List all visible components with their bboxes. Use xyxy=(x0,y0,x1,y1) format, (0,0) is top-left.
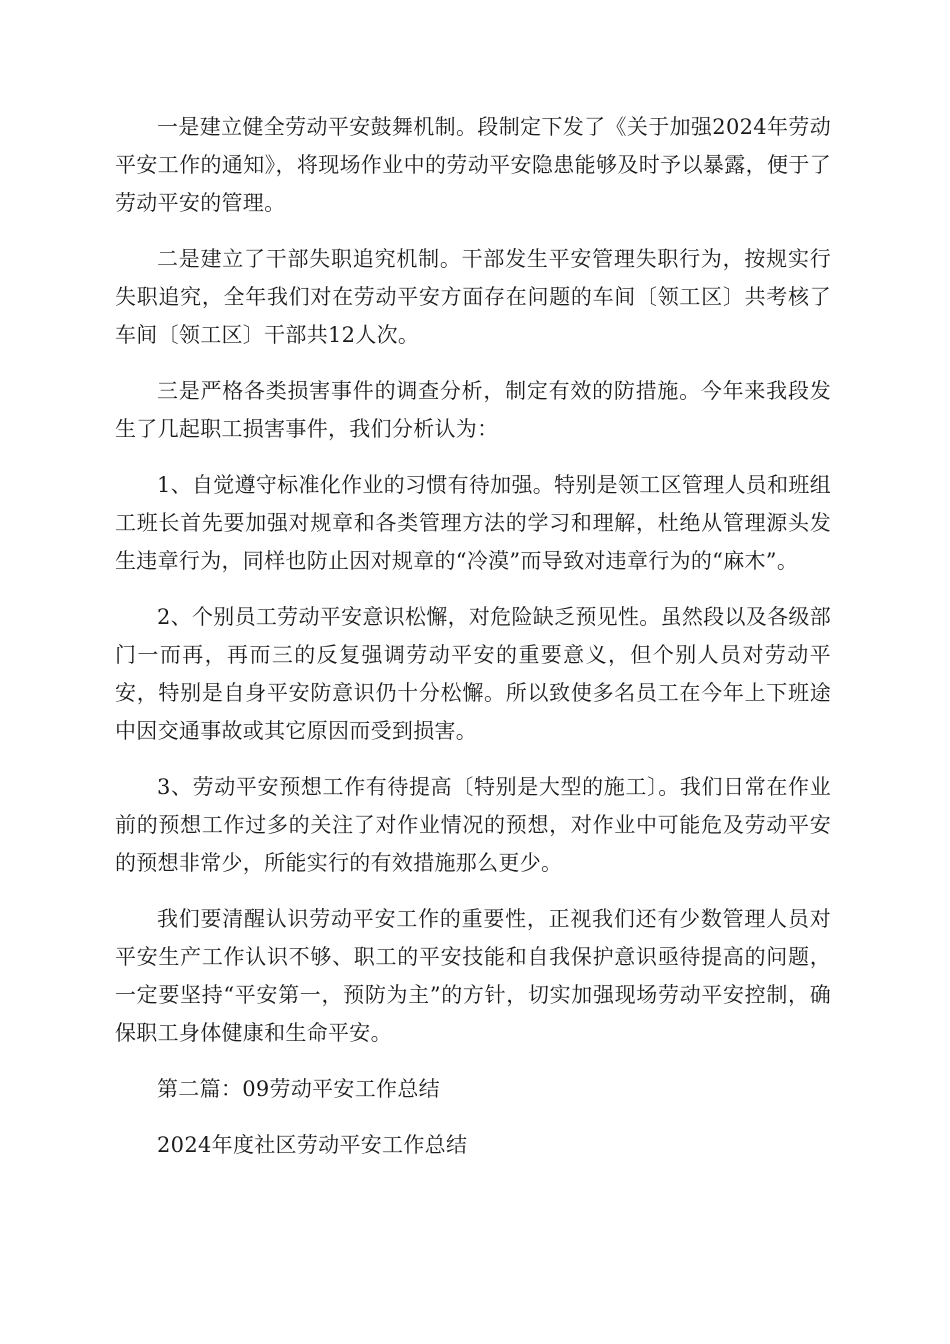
paragraph-conclusion: 我们要清醒认识劳动平安工作的重要性，正视我们还有少数管理人员对平安生产工作认识不够、职工的平安技能和自我保护意识亟待提高的问题，一定要坚持“平安第一，预防为主”的方针，切实加强现场劳动平安控制，确保职工身体健康和生命平安。 xyxy=(115,907,831,1045)
paragraph-accountability-mechanism: 二是建立了干部失职追究机制。干部发生平安管理失职行为，按规实行失职追究，全年我们对在劳动平安方面存在问题的车间〔领工区〕共考核了车间〔领工区〕干部共12人次。 xyxy=(115,247,831,347)
paragraph-injury-investigation: 三是严格各类损害事件的调查分析，制定有效的防措施。今年来我段发生了几起职工损害事件，我们分析认为： xyxy=(115,379,831,441)
paragraph-point-1: 1、自觉遵守标准化作业的习惯有待加强。特别是领工区管理人员和班组工班长首先要加强对规章和各类管理方法的学习和理解，杜绝从管理源头发生违章行为，同样也防止因对规章的“冷漠”而导致对违章行为的“麻木”。 xyxy=(115,473,831,573)
section-heading: 第二篇：09劳动平安工作总结 xyxy=(157,1077,440,1101)
paragraph-incentive-mechanism: 一是建立健全劳动平安鼓舞机制。段制定下发了《关于加强2024年劳动平安工作的通知》，将现场作业中的劳动平安隐患能够及时予以暴露，便于了劳动平安的管理。 xyxy=(115,115,831,215)
paragraph-point-3: 3、劳动平安预想工作有待提高〔特别是大型的施工〕。我们日常在作业前的预想工作过多的关注了对作业情况的预想，对作业中可能危及劳动平安的预想非常少，所能实行的有效措施那么更少。 xyxy=(115,775,831,875)
sub-heading: 2024年度社区劳动平安工作总结 xyxy=(157,1133,468,1157)
document-body xyxy=(115,108,831,1182)
paragraph-point-2: 2、个别员工劳动平安意识松懈，对危险缺乏预见性。虽然段以及各级部门一而再，再而三的反复强调劳动平安的重要意义，但个别人员对劳动平安，特别是自身平安防意识仍十分松懈。所以致使多名员工在今年上下班途中因交通事故或其它原因而受到损害。 xyxy=(115,605,831,743)
